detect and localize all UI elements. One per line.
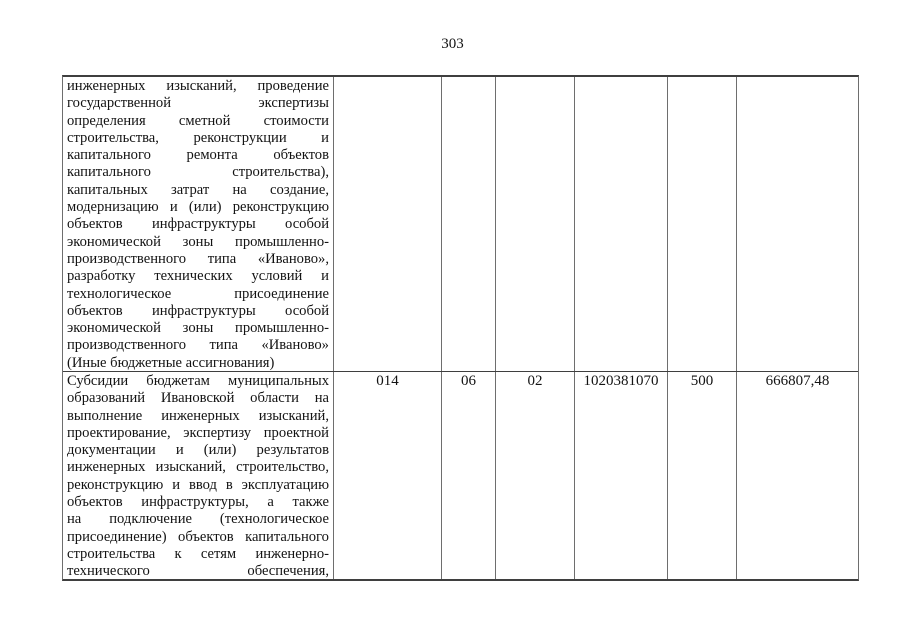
budget-table bbox=[62, 75, 859, 581]
word: (или) bbox=[203, 442, 237, 459]
word: условий bbox=[251, 268, 303, 285]
code-cell: 06 bbox=[442, 372, 496, 579]
description-line bbox=[67, 390, 329, 407]
word: экспертизы bbox=[258, 95, 329, 112]
word: выполнение bbox=[67, 407, 143, 424]
word: строительства, bbox=[67, 129, 159, 146]
word: сетям bbox=[200, 545, 237, 562]
word: экономической bbox=[67, 233, 161, 250]
word: объектов bbox=[67, 216, 123, 233]
code-cell bbox=[334, 77, 442, 371]
description-line bbox=[67, 268, 329, 285]
word: ремонта bbox=[186, 147, 238, 164]
word: объектов bbox=[178, 528, 234, 545]
word: промышленно- bbox=[235, 233, 329, 250]
code-cell bbox=[737, 77, 858, 371]
word: документации bbox=[67, 442, 156, 459]
word: зоны bbox=[182, 233, 214, 250]
word: а bbox=[267, 494, 274, 511]
word: производственного bbox=[67, 337, 187, 354]
word: «Иваново» bbox=[261, 337, 329, 354]
description-line bbox=[67, 546, 329, 563]
word: экспертизу bbox=[183, 424, 252, 441]
word: на bbox=[314, 390, 329, 407]
word: присоединение) bbox=[67, 528, 167, 545]
code-cell bbox=[668, 77, 737, 371]
code-cell: 666807,48 bbox=[765, 373, 830, 389]
word: результатов bbox=[256, 442, 329, 459]
word: области bbox=[250, 390, 299, 407]
table-row bbox=[63, 77, 858, 372]
description-line bbox=[67, 511, 329, 528]
code-cell: 02 bbox=[496, 372, 575, 579]
code-cell bbox=[575, 77, 668, 371]
word: определения bbox=[67, 112, 146, 129]
word: инфраструктуры, bbox=[141, 494, 249, 511]
word: объектов bbox=[67, 494, 123, 511]
word: строительства bbox=[67, 545, 156, 562]
word: капитального bbox=[245, 528, 329, 545]
description-line bbox=[67, 182, 329, 199]
word: затрат bbox=[171, 181, 210, 198]
description-line bbox=[67, 147, 329, 164]
word: капитальных bbox=[67, 181, 148, 198]
word: в bbox=[225, 476, 233, 493]
word: технологическое bbox=[67, 285, 172, 302]
word: типа bbox=[207, 250, 237, 267]
description-line bbox=[67, 251, 329, 268]
word: инфраструктуры bbox=[151, 216, 256, 233]
word: зоны bbox=[182, 320, 214, 337]
word: муниципальных bbox=[227, 373, 329, 389]
word: Ивановской bbox=[160, 390, 235, 407]
word: экономической bbox=[67, 320, 161, 337]
description-line bbox=[67, 337, 329, 354]
word: технических bbox=[154, 268, 233, 285]
word: проектной bbox=[263, 424, 329, 441]
word: обеспечения, bbox=[247, 563, 329, 579]
description-line bbox=[67, 216, 329, 233]
description-line bbox=[67, 442, 329, 459]
word: промышленно- bbox=[235, 320, 329, 337]
word: особой bbox=[285, 216, 329, 233]
description-cell bbox=[63, 77, 334, 371]
word: образований bbox=[67, 390, 146, 407]
word: технического bbox=[67, 563, 150, 579]
word: строительство, bbox=[236, 459, 329, 476]
word: реконструкцию bbox=[67, 476, 164, 493]
word: стоимости bbox=[263, 112, 329, 129]
description-line bbox=[67, 320, 329, 337]
word: проектирование, bbox=[67, 424, 171, 441]
word: к bbox=[174, 545, 182, 562]
word: объектов bbox=[67, 302, 123, 319]
word: особой bbox=[285, 302, 329, 319]
code-cell bbox=[496, 77, 575, 371]
description-line bbox=[67, 373, 329, 390]
word: капитального bbox=[67, 164, 151, 181]
description-line bbox=[67, 78, 329, 95]
description-line bbox=[67, 494, 329, 511]
word: строительства), bbox=[232, 164, 329, 181]
word: и bbox=[169, 199, 178, 216]
word: сметной bbox=[178, 112, 231, 129]
word: присоединение bbox=[234, 285, 329, 302]
word: реконструкции bbox=[193, 129, 287, 146]
description-line bbox=[67, 164, 329, 181]
word: и bbox=[321, 268, 329, 285]
description-line bbox=[67, 563, 329, 579]
word: на bbox=[67, 511, 82, 528]
word: создание, bbox=[270, 181, 329, 198]
word: инженерно- bbox=[255, 545, 329, 562]
code-cell bbox=[442, 77, 496, 371]
word: на bbox=[232, 181, 247, 198]
description-line bbox=[67, 286, 329, 303]
word: (или) bbox=[188, 199, 222, 216]
page-number: 303 bbox=[441, 36, 464, 52]
word: инженерных bbox=[67, 78, 146, 94]
description-cell bbox=[63, 372, 334, 579]
description-line bbox=[67, 130, 329, 147]
word: разработку bbox=[67, 268, 136, 285]
word: типа bbox=[209, 337, 238, 354]
description-line: (Иные бюджетные ассигнования) bbox=[67, 354, 275, 371]
word: производственного bbox=[67, 250, 187, 267]
word: бюджетам bbox=[146, 373, 210, 389]
word: инженерных bbox=[161, 407, 240, 424]
word: изысканий, bbox=[155, 459, 226, 476]
word: эксплуатацию bbox=[241, 476, 329, 493]
word: (технологическое bbox=[219, 511, 329, 528]
word: инфраструктуры bbox=[151, 302, 256, 319]
word: Субсидии bbox=[67, 373, 129, 389]
word: инженерных bbox=[67, 459, 146, 476]
word: изысканий, bbox=[166, 78, 237, 94]
word: ввод bbox=[188, 476, 217, 493]
word: «Иваново», bbox=[257, 250, 329, 267]
description-line bbox=[67, 459, 329, 476]
description-line bbox=[67, 95, 329, 112]
description-line bbox=[67, 199, 329, 216]
word: реконструкцию bbox=[232, 199, 329, 216]
description-line bbox=[67, 425, 329, 442]
table-row bbox=[63, 372, 858, 579]
word: также bbox=[292, 494, 329, 511]
word: и bbox=[175, 442, 184, 459]
description-line bbox=[67, 234, 329, 251]
description-line bbox=[67, 113, 329, 130]
description-line bbox=[67, 477, 329, 494]
word: и bbox=[321, 129, 329, 146]
word: объектов bbox=[273, 147, 329, 164]
description-line bbox=[67, 408, 329, 425]
word: изысканий, bbox=[258, 407, 329, 424]
code-cell: 014 bbox=[334, 372, 442, 579]
word: капитального bbox=[67, 147, 151, 164]
code-cell: 1020381070 bbox=[575, 372, 668, 579]
code-cell: 500 bbox=[668, 372, 737, 579]
description-line bbox=[67, 303, 329, 320]
description-line bbox=[67, 529, 329, 546]
word: проведение bbox=[257, 78, 329, 94]
word: и bbox=[172, 476, 181, 493]
word: государственной bbox=[67, 95, 172, 112]
word: подключение bbox=[109, 511, 192, 528]
word: модернизацию bbox=[67, 199, 159, 216]
